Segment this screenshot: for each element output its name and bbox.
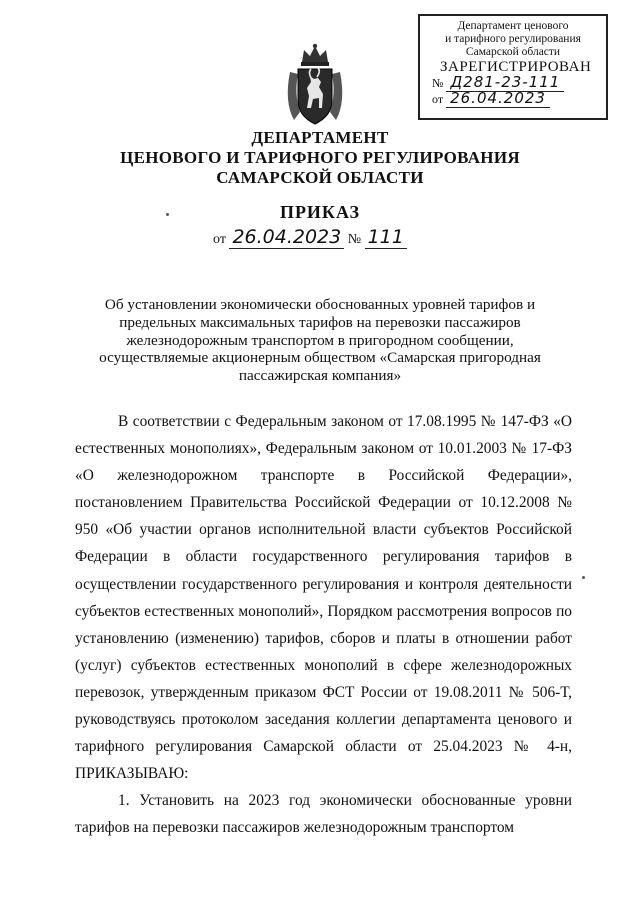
order-meta [213,226,407,248]
stamp-number-row [420,73,606,91]
stamp-date: 26.04.2023 [446,89,550,108]
order-body [75,408,572,842]
body-paragraph: 1. Установить на 2023 год экономически обоснованные уровни тарифов на перевозки пассажиров железнодорожным транспортом [75,792,572,837]
order-number: 111 [365,226,407,249]
stamp-org [420,20,606,59]
header-line-1: ДЕПАРТАМЕНТ [251,128,389,147]
stamp-date-prefix: от [432,92,444,106]
registration-stamp [418,14,608,120]
stamp-date-row [420,89,606,107]
stamp-number: Д281-23-111 [446,73,564,92]
order-number-prefix: № [347,232,362,247]
order-date-prefix: от [213,232,226,247]
header-line-2: ЦЕНОВОГО И ТАРИФНОГО РЕГУЛИРОВАНИЯ [120,148,520,167]
order-title: ПРИКАЗ [279,202,361,222]
speck [582,576,585,579]
order-date: 26.04.2023 [229,226,344,249]
header-line-3: САМАРСКОЙ ОБЛАСТИ [216,168,424,187]
stamp-number-prefix: № [432,76,444,90]
stamp-org-line: и тарифного регулирования [445,33,581,45]
stamp-org-line: Самарской области [465,46,561,58]
body-paragraph: В соответствии с Федеральным законом от 17.08.1995 № 147-ФЗ «О естественных монополиях», Федеральным законом от 10.01.2003 № 17-ФЗ «О железнодорожном транспорте в Российской Федерации», постановлением Правительства Российской Федерации от 10.12.2008 № 950 «Об участии органов исполнительной власти субъектов Российской Федерации в области государственного регулирования тарифов в осуществлении государственного регулирования и контроля деятельности субъектов естественных монополий», Порядком рассмотрения вопросов по установлению (изменению) тарифов, сборов и платы в отношении работ (услуг) субъектов естественных монополий в сфере железнодорожных перевозок, утвержденным приказом ФСТ России от 19.08.2011 № 506-Т, руководствуясь протоколом заседания коллегии департамента ценового и тарифного регулирования Самарской области от 25.04.2023 № 4-н, ПРИКАЗЫВАЮ: [75,413,572,783]
samara-coat-of-arms-icon [280,42,350,128]
stamp-registered-label: ЗАРЕГИСТРИРОВАН [440,59,592,75]
order-subject: Об установлении экономически обоснованных уровней тарифов и предельных максимальных тарифов на перевозки пассажиров железнодорожным транспортом в пригородном сообщении, осуществляемые акционерным обществом «Самарская пригородная пассажирская компания» [99,296,541,385]
stamp-org-line: Департамент ценового [457,20,569,32]
